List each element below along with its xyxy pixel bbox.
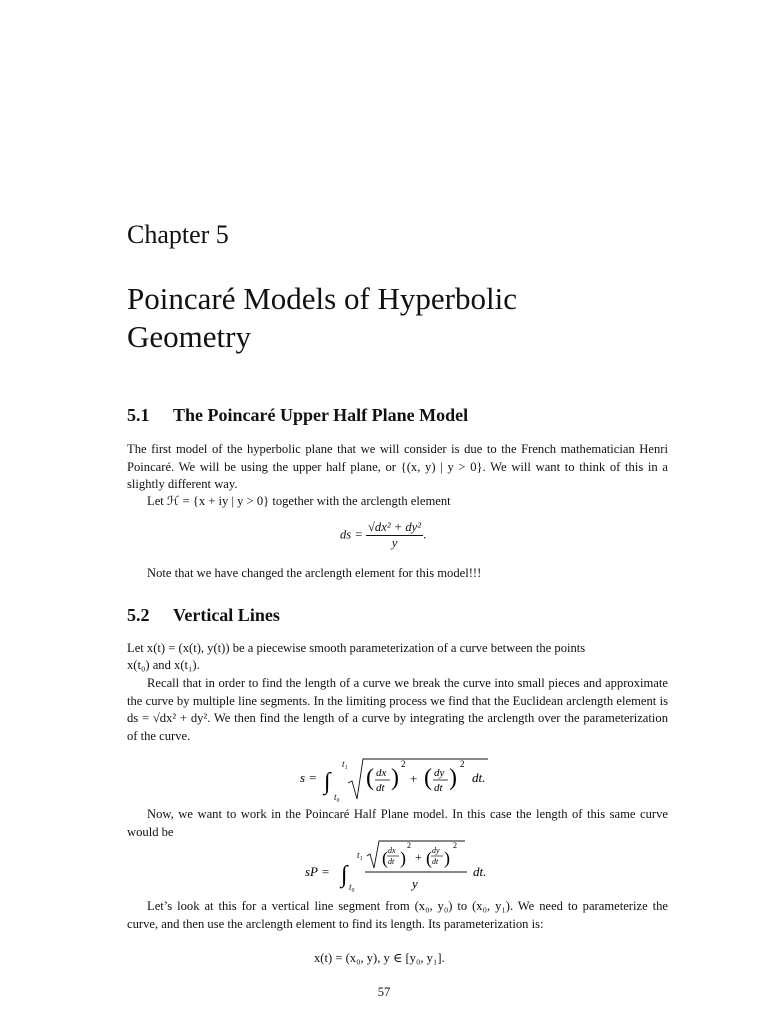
paren-open-icon: ( <box>424 765 432 791</box>
paragraph-let-h: Let ℋ = {x + iy | y > 0} together with the arclength element <box>147 494 451 508</box>
chapter-title-line2: Geometry <box>127 319 251 354</box>
frac-dt: dt <box>388 857 395 866</box>
exponent-2: 2 <box>407 841 411 850</box>
frac-dx: dx <box>376 767 387 779</box>
plus-sign: + <box>415 850 422 864</box>
frac-dt: dt <box>432 857 439 866</box>
chapter-heading: Chapter 5 <box>127 220 229 249</box>
upper-limit: t₁ <box>342 759 348 769</box>
paragraph-param-line2: x(t₀) and x(t₁). <box>127 658 200 672</box>
equation-ds-hyperbolic <box>340 520 426 551</box>
frac-dt: dt <box>376 782 385 794</box>
section-number: 5.2 <box>127 605 150 625</box>
eq3-end: dt. <box>473 864 487 879</box>
eq2-lhs: s = <box>300 770 318 785</box>
paren-close-icon: ) <box>400 848 406 868</box>
paragraph-param-line1: Let x(t) = (x(t), y(t)) be a piecewise smooth parameterization of a curve between the points <box>127 641 586 655</box>
paren-close-icon: ) <box>391 765 399 791</box>
equation-s-svg <box>300 755 520 803</box>
paren-open-icon: ( <box>366 765 374 791</box>
eq-denominator: y <box>391 536 398 550</box>
integral-sign-icon: ∫ <box>341 862 348 888</box>
paren-open-icon: ( <box>382 848 388 868</box>
denominator-y: y <box>412 876 418 891</box>
plus-sign: + <box>410 771 418 786</box>
eq-period: . <box>423 527 427 542</box>
lower-limit: t₀ <box>349 882 355 892</box>
eq-lhs: ds = <box>340 527 363 542</box>
eq3-lhs: sP = <box>305 864 330 879</box>
chapter-title <box>127 280 687 356</box>
section-title: The Poincaré Upper Half Plane Model <box>173 405 469 425</box>
lower-limit: t₀ <box>334 792 340 802</box>
frac-dt: dt <box>434 782 443 794</box>
frac-dx: dx <box>388 846 396 855</box>
exponent-2: 2 <box>401 759 406 769</box>
page-number: 57 <box>377 985 391 999</box>
paragraph-recall: Recall that in order to find the length of a curve we break the curve into small pieces and approximate the curve by multiple line segments. In the limiting process we find that the Euclidean arclength element is ds = √dx² + dy². We then find the length of a curve by integrating the arclength over the parameterization of the curve. <box>127 676 668 743</box>
equation-sp-svg <box>305 838 515 896</box>
exponent-2: 2 <box>460 759 465 769</box>
frac-dy: dy <box>432 846 440 855</box>
section-5-1-heading <box>127 405 468 426</box>
section-5-2-heading <box>127 605 280 626</box>
eq2-end: dt. <box>472 770 486 785</box>
paragraph-note: Note that we have changed the arclength element for this model!!! <box>147 566 482 580</box>
paragraph-vertical-segment: Let’s look at this for a vertical line segment from (x₀, y₀) to (x₀, y₁). We need to parameterize the curve, and then use the arclength element to find its length. Its parameterization is: <box>127 899 668 931</box>
paren-close-icon: ) <box>444 848 450 868</box>
upper-limit: t₁ <box>357 850 363 860</box>
frac-dy: dy <box>434 767 445 779</box>
section-title: Vertical Lines <box>173 605 280 625</box>
integral-sign-icon: ∫ <box>324 769 331 795</box>
section-number: 5.1 <box>127 405 150 425</box>
equation-s-euclidean <box>300 755 520 808</box>
equation-parameterization: x(t) = (x₀, y), y ∈ [y₀, y₁]. <box>314 951 445 965</box>
paren-close-icon: ) <box>449 765 457 791</box>
exponent-2: 2 <box>453 841 457 850</box>
paragraph-intro: The first model of the hyperbolic plane that we will consider is due to the French mathematician Henri Poincaré. We will be using the upper half plane, or {(x, y) | y > 0}. We will want to think of this in a slightly different way. <box>127 442 668 492</box>
eq-numerator: √dx² + dy² <box>368 520 422 534</box>
chapter-title-line1: Poincaré Models of Hyperbolic <box>127 281 517 316</box>
paragraph-poincare: Now, we want to work in the Poincaré Half Plane model. In this case the length of this same curve would be <box>127 807 668 839</box>
equation-s-poincare <box>305 838 515 901</box>
eq-fraction <box>366 520 423 551</box>
paren-open-icon: ( <box>426 848 432 868</box>
